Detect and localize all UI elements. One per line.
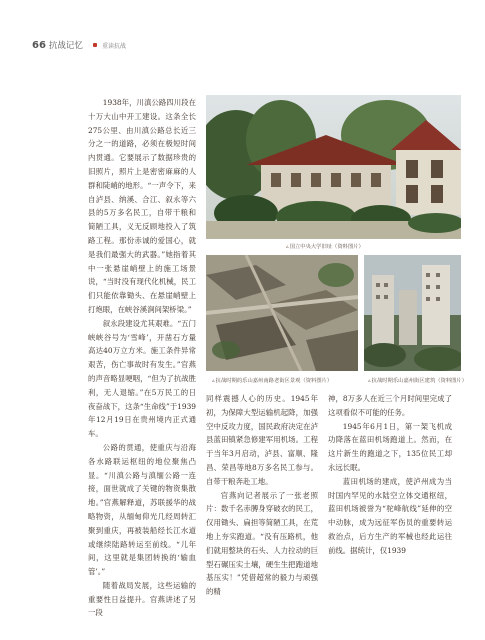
caption-old-street-photo: ▵抗战时期的乐山嘉州南路老街区景观（资料图片） [212, 378, 333, 384]
page-header [32, 38, 126, 52]
paragraph: 官燕向记者展示了一张老照片：数千名赤膊身穿破衣的民工，仅用锄头、扁担等简陋工具，在荒地上夯实跑道。“没有压路机，他们就用整块的石头、人力拉动的巨型石碾压实土壤，硬生生把跑道地基压实！”凭借超常的毅力与顽强的精 [206, 490, 318, 597]
caption-city-photo: ▵抗战时期乐山嘉州街区建筑（资料图片） [368, 378, 468, 384]
article-column-2 [206, 392, 318, 599]
section-subtitle: 重读抗战 [101, 42, 126, 50]
section-title: 抗战记忆 [48, 41, 83, 51]
caption-triangle-icon: ▵ [286, 244, 289, 250]
header-divider-dot [93, 43, 97, 47]
photo-city-buildings [364, 255, 461, 371]
paragraph: 蓝田机场的建成，使泸州成为当时国内罕见的水陆空立体交通枢纽，蓝田机场被誉为“驼峰航线”延伸的空中动脉，成为远征军伤员的重要转运救治点，后方生产的军械也经此运往前线。据统计，仅1939 [328, 476, 452, 555]
paragraph: 同样震撼人心的历史。1945年初，为保障大型运输机起降，加强空中反攻力度，国民政府决定在泸县蓝田镇紧急修建军用机场。工程于当年3月启动，泸县、富顺、隆昌、荣昌等地8万多名民工参与。自带干粮奔赴工地。 [206, 394, 318, 486]
paragraph: 公路的贯通，使重庆与沿海各水路联运枢纽的地位聚焦凸显。“川滇公路与滇缅公路一连接，面世就成了关键的物资集散地。”官燕解释道，苏联援华的战略物资，从缅甸仰光几经周转汇聚到重庆，再被装船经长江水道或继续陆路转运至前线。“儿年间，这里就是集团转换的‘输血管’。” [88, 442, 196, 577]
caption-triangle-icon: ▵ [212, 378, 215, 384]
paragraph: 叙永段建设尤其艰难。“五门峡峡谷号为‘雪峰’，开凿石方量高达40万立方米。施工条件异常艰苦，伤亡事故时有发生。”官燕的声音略显哽咽，“但为了抗战胜利，无人退缩。”在5万民工的日夜奋战下，这条“生命线”于1939年12月19日在贵州境内正式通车。 [88, 318, 196, 439]
paragraph: 神，8万多人在近三个月时间里完成了这项看似不可能的任务。 [328, 394, 452, 417]
page-number: 66 [32, 39, 46, 51]
article-column-3 [328, 392, 452, 558]
article-column-1 [88, 96, 196, 620]
paragraph: 1945年6月1日，第一架飞机成功降落在蓝田机场跑道上。然而，在这片新生的跑道之下，135位民工却永远长眠。 [328, 421, 452, 472]
paragraph: 1938年，川滇公路四川段在十万大山中开工建设。这条全长275公里、由川滇公路总长近三分之一的道路，必须在极短时间内贯通。它要展示了数据珍贵的旧照片，照片上是密密麻麻的人群和陡峭的地形。“一声令下，来自泸县、纳溪、合江、叙永等六县的5万多名民工，自带干粮和简陋工具，义无反顾地投入了筑路工程。那份赤诚的爱国心，就是我们最强大的武器。”她指着其中一张悬崖峭壁上的施工场景说，“当时没有现代化机械，民工们只能依靠锄头、在悬崖峭壁上打炮眼，在峡谷溪涧间架桥梁。” [88, 98, 196, 314]
caption-main-photo: ▵国立中央大学旧址（资料图片） [286, 244, 364, 250]
city-photo-illustration [364, 255, 461, 371]
paragraph: 随着战局发展，这些运输的重要性日益提升。官燕讲述了另一段 [88, 580, 196, 618]
caption-triangle-icon: ▵ [368, 378, 371, 384]
photo-old-street [206, 255, 358, 371]
street-photo-illustration [206, 255, 358, 371]
campus-photo-illustration [206, 95, 461, 239]
photo-main-campus [206, 95, 461, 239]
